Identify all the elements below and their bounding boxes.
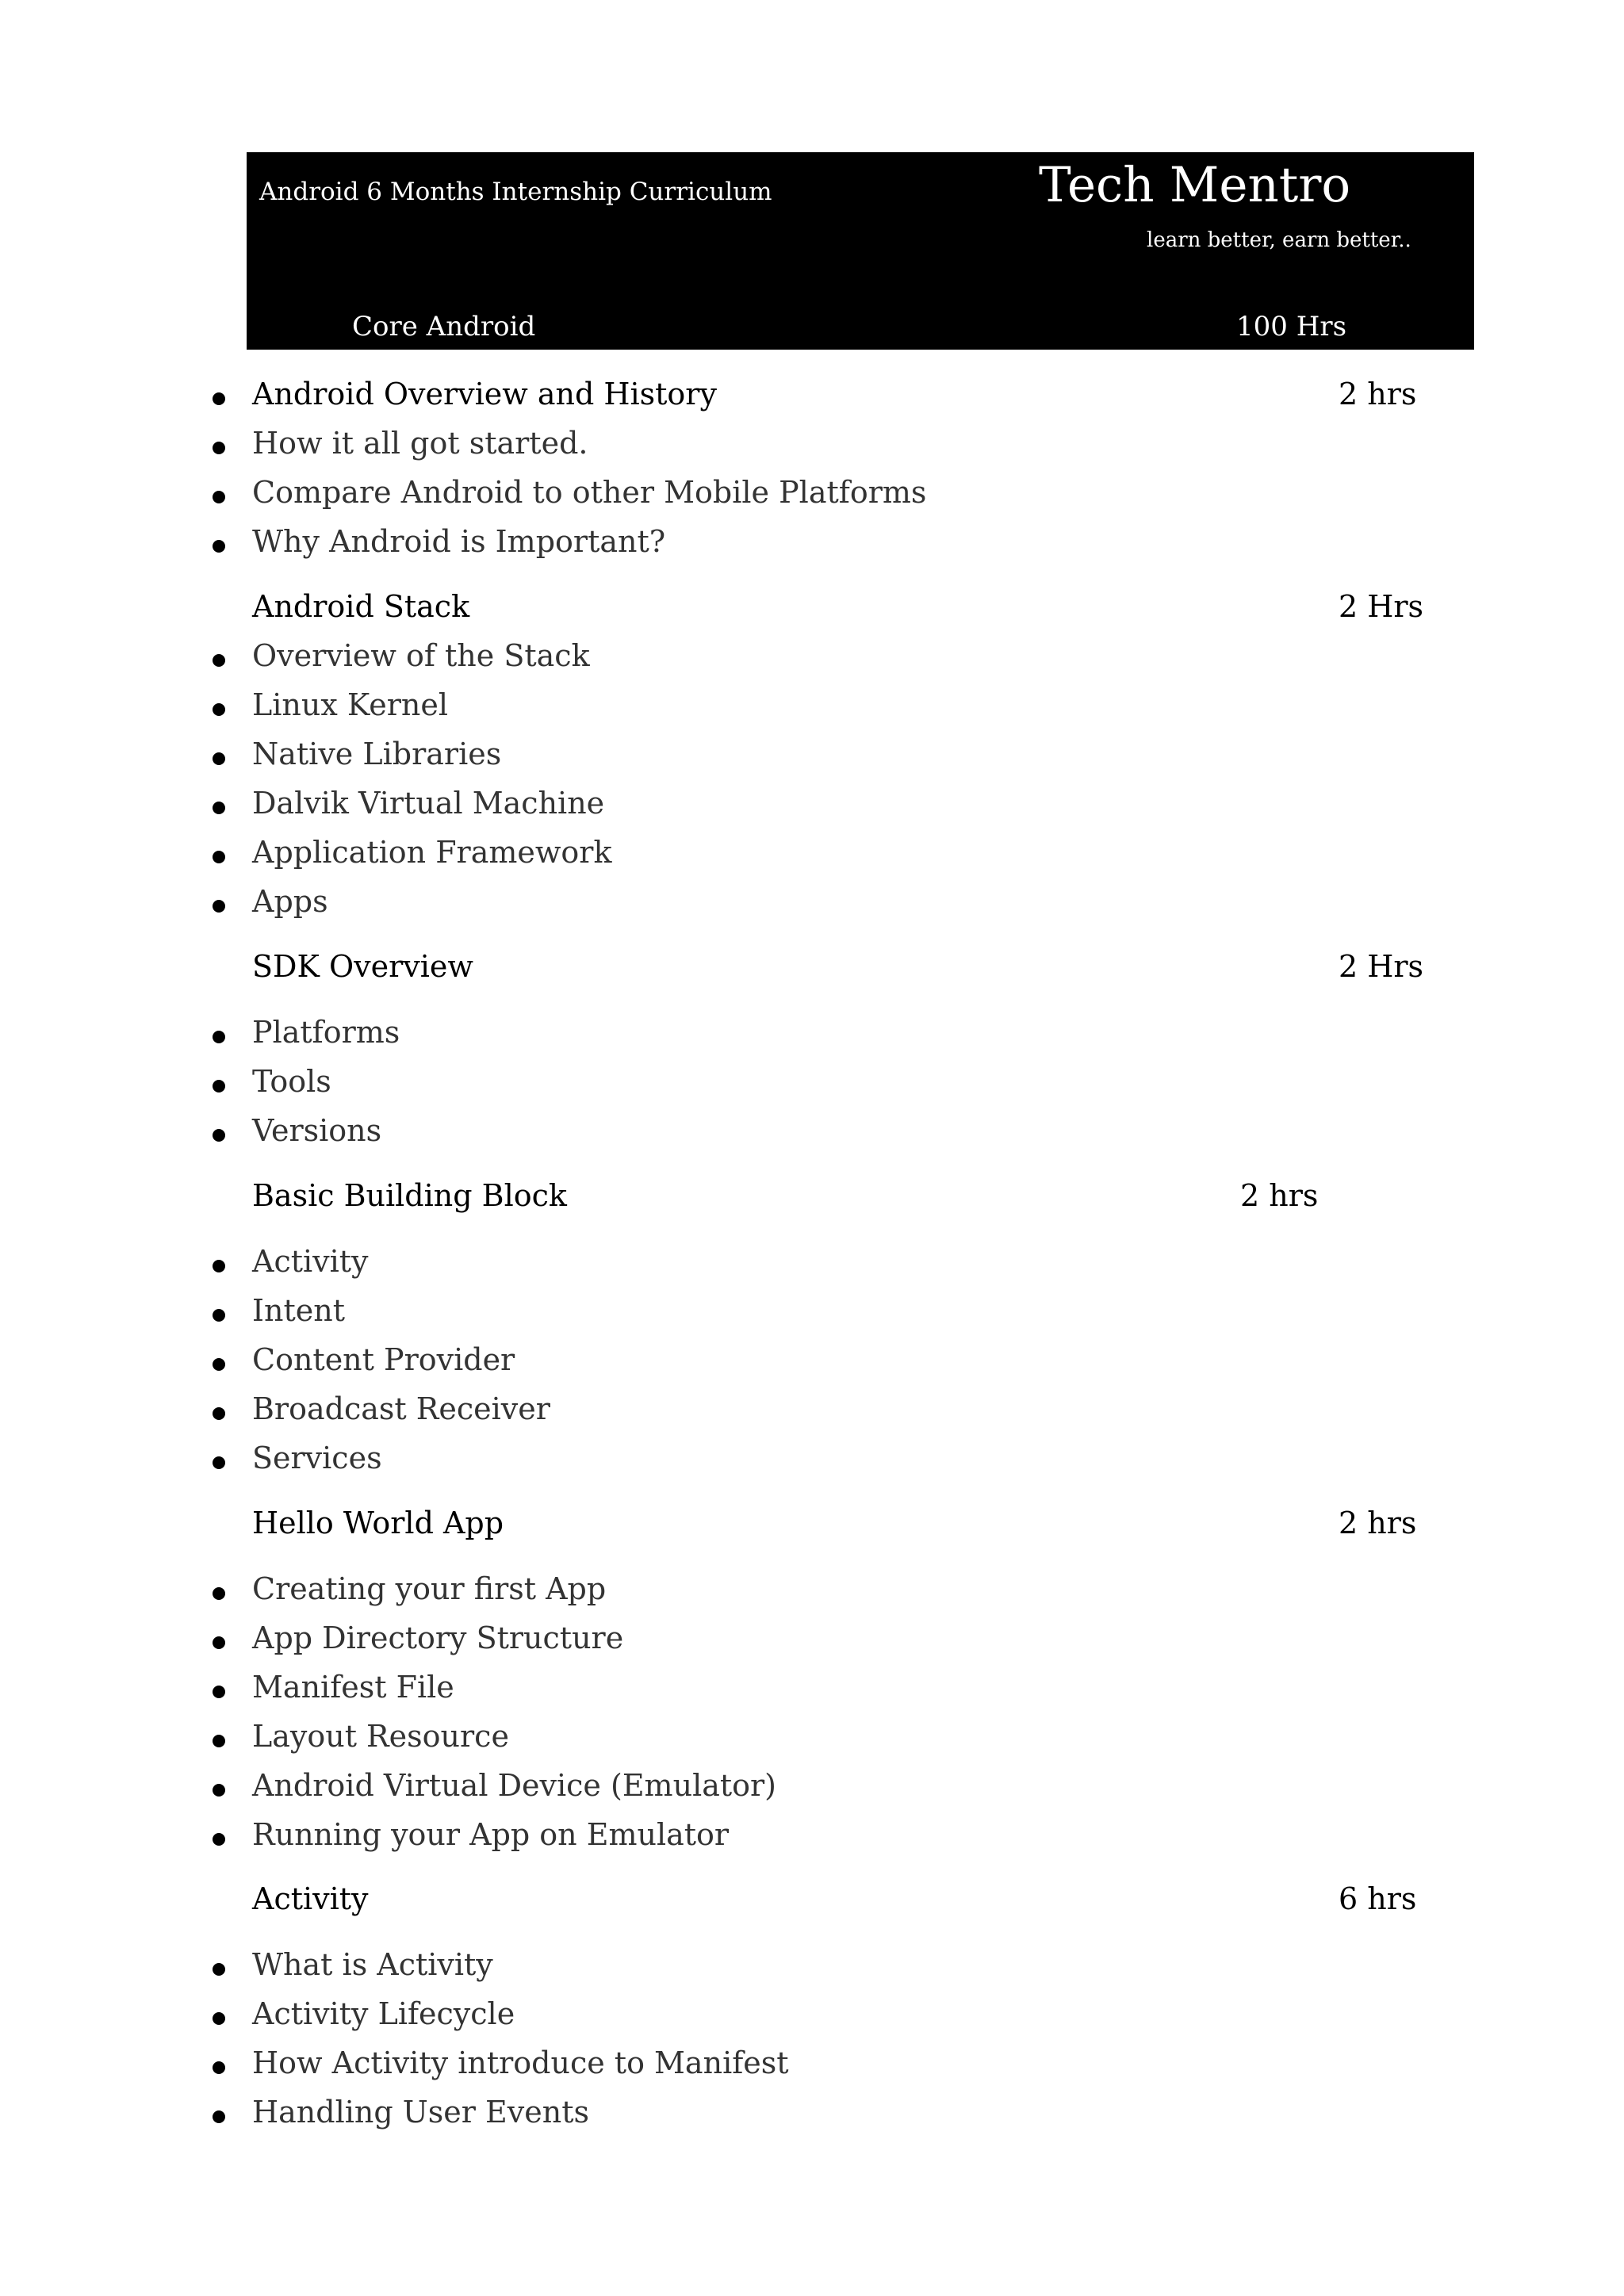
bullet-icon xyxy=(213,540,225,553)
bullet-icon xyxy=(213,1735,225,1747)
list-item xyxy=(0,1717,1624,1765)
list-item-text: Platforms xyxy=(252,1015,400,1050)
header-banner xyxy=(247,152,1474,350)
bullet-icon xyxy=(213,392,225,405)
list-item xyxy=(0,1390,1624,1437)
bullet-icon xyxy=(213,491,225,503)
section-heading xyxy=(0,1880,1624,1927)
section-heading xyxy=(0,1504,1624,1552)
section-title: Basic Building Block xyxy=(252,1178,567,1213)
list-item-text: App Directory Structure xyxy=(252,1621,624,1655)
list-item-text: Application Framework xyxy=(252,835,612,870)
section-title: Android Overview and History xyxy=(252,377,717,411)
brand-tagline: learn better, earn better.. xyxy=(1147,228,1411,252)
section-heading xyxy=(0,1177,1624,1224)
section-title: Hello World App xyxy=(252,1506,504,1540)
curriculum-title: Android 6 Months Internship Curriculum xyxy=(259,178,772,206)
list-item-text: Activity Lifecycle xyxy=(252,1996,515,2031)
list-item xyxy=(0,833,1624,881)
bullet-icon xyxy=(213,1963,225,1976)
list-item xyxy=(0,1292,1624,1339)
list-item xyxy=(0,686,1624,733)
list-item xyxy=(0,2093,1624,2141)
list-item-text: Linux Kernel xyxy=(252,687,448,722)
list-item xyxy=(0,1341,1624,1388)
bullet-icon xyxy=(213,1309,225,1322)
section-title: SDK Overview xyxy=(252,949,473,984)
bullet-icon xyxy=(213,2061,225,2074)
list-item-text: What is Activity xyxy=(252,1947,493,1982)
list-item-text: Why Android is Important? xyxy=(252,524,666,559)
bullet-icon xyxy=(213,802,225,814)
bullet-icon xyxy=(213,1407,225,1420)
list-item-text: Compare Android to other Mobile Platforms xyxy=(252,475,927,510)
list-item xyxy=(0,473,1624,521)
course-hours: 100 Hrs xyxy=(1236,311,1347,342)
bullet-icon xyxy=(213,2110,225,2123)
list-item-text: Versions xyxy=(252,1113,382,1148)
section-hours: 2 Hrs xyxy=(1339,949,1424,984)
list-item-text: Handling User Events xyxy=(252,2095,589,2130)
list-item xyxy=(0,735,1624,783)
bullet-icon xyxy=(213,1260,225,1272)
section-heading xyxy=(0,375,1624,423)
list-item xyxy=(0,1013,1624,1061)
brand-name: Tech Mentro xyxy=(1039,157,1351,213)
bullet-icon xyxy=(213,1833,225,1846)
bullet-icon xyxy=(213,900,225,913)
list-item-text: Intent xyxy=(252,1293,345,1328)
list-item-text: Activity xyxy=(252,1244,369,1279)
list-item-text: Running your App on Emulator xyxy=(252,1817,730,1852)
list-item xyxy=(0,1766,1624,1814)
section-hours: 2 Hrs xyxy=(1339,589,1424,624)
bullet-icon xyxy=(213,442,225,454)
bullet-icon xyxy=(213,1456,225,1469)
list-item-text: Apps xyxy=(252,884,328,919)
section-heading xyxy=(0,587,1624,635)
list-item xyxy=(0,1439,1624,1487)
list-item-text: Tools xyxy=(252,1064,331,1099)
list-item xyxy=(0,1946,1624,1993)
list-item-text: Content Provider xyxy=(252,1342,515,1377)
course-name: Core Android xyxy=(352,311,536,342)
list-item-text: How Activity introduce to Manifest xyxy=(252,2045,789,2080)
list-item xyxy=(0,522,1624,570)
list-item xyxy=(0,882,1624,930)
section-title: Android Stack xyxy=(252,589,470,624)
list-item-text: How it all got started. xyxy=(252,426,588,461)
bullet-icon xyxy=(213,1686,225,1698)
bullet-icon xyxy=(213,654,225,667)
list-item xyxy=(0,1062,1624,1110)
list-item xyxy=(0,1668,1624,1716)
bullet-icon xyxy=(213,1784,225,1797)
list-item-text: Creating your first App xyxy=(252,1571,607,1606)
bullet-icon xyxy=(213,1636,225,1649)
bullet-icon xyxy=(213,752,225,765)
list-item xyxy=(0,1619,1624,1667)
list-item-text: Services xyxy=(252,1441,382,1475)
bullet-icon xyxy=(213,703,225,716)
section-hours: 2 hrs xyxy=(1339,377,1417,411)
bullet-icon xyxy=(213,1358,225,1371)
list-item xyxy=(0,1995,1624,2042)
list-item xyxy=(0,1570,1624,1617)
list-item-text: Native Libraries xyxy=(252,737,502,771)
bullet-icon xyxy=(213,1587,225,1600)
section-hours: 2 hrs xyxy=(1240,1178,1319,1213)
list-item xyxy=(0,424,1624,472)
list-item xyxy=(0,2044,1624,2091)
section-title: Activity xyxy=(252,1881,369,1916)
bullet-icon xyxy=(213,1129,225,1142)
bullet-icon xyxy=(213,1031,225,1043)
list-item xyxy=(0,637,1624,684)
list-item-text: Layout Resource xyxy=(252,1719,509,1754)
bullet-icon xyxy=(213,851,225,863)
list-item-text: Broadcast Receiver xyxy=(252,1391,550,1426)
bullet-icon xyxy=(213,2012,225,2025)
list-item xyxy=(0,1112,1624,1159)
section-hours: 2 hrs xyxy=(1339,1506,1417,1540)
list-item xyxy=(0,1816,1624,1863)
list-item xyxy=(0,1242,1624,1290)
section-hours: 6 hrs xyxy=(1339,1881,1417,1916)
list-item xyxy=(0,784,1624,832)
list-item-text: Manifest File xyxy=(252,1670,454,1705)
list-item-text: Android Virtual Device (Emulator) xyxy=(252,1768,777,1803)
list-item-text: Dalvik Virtual Machine xyxy=(252,786,605,821)
list-item-text: Overview of the Stack xyxy=(252,638,590,673)
section-heading xyxy=(0,947,1624,995)
bullet-icon xyxy=(213,1080,225,1093)
